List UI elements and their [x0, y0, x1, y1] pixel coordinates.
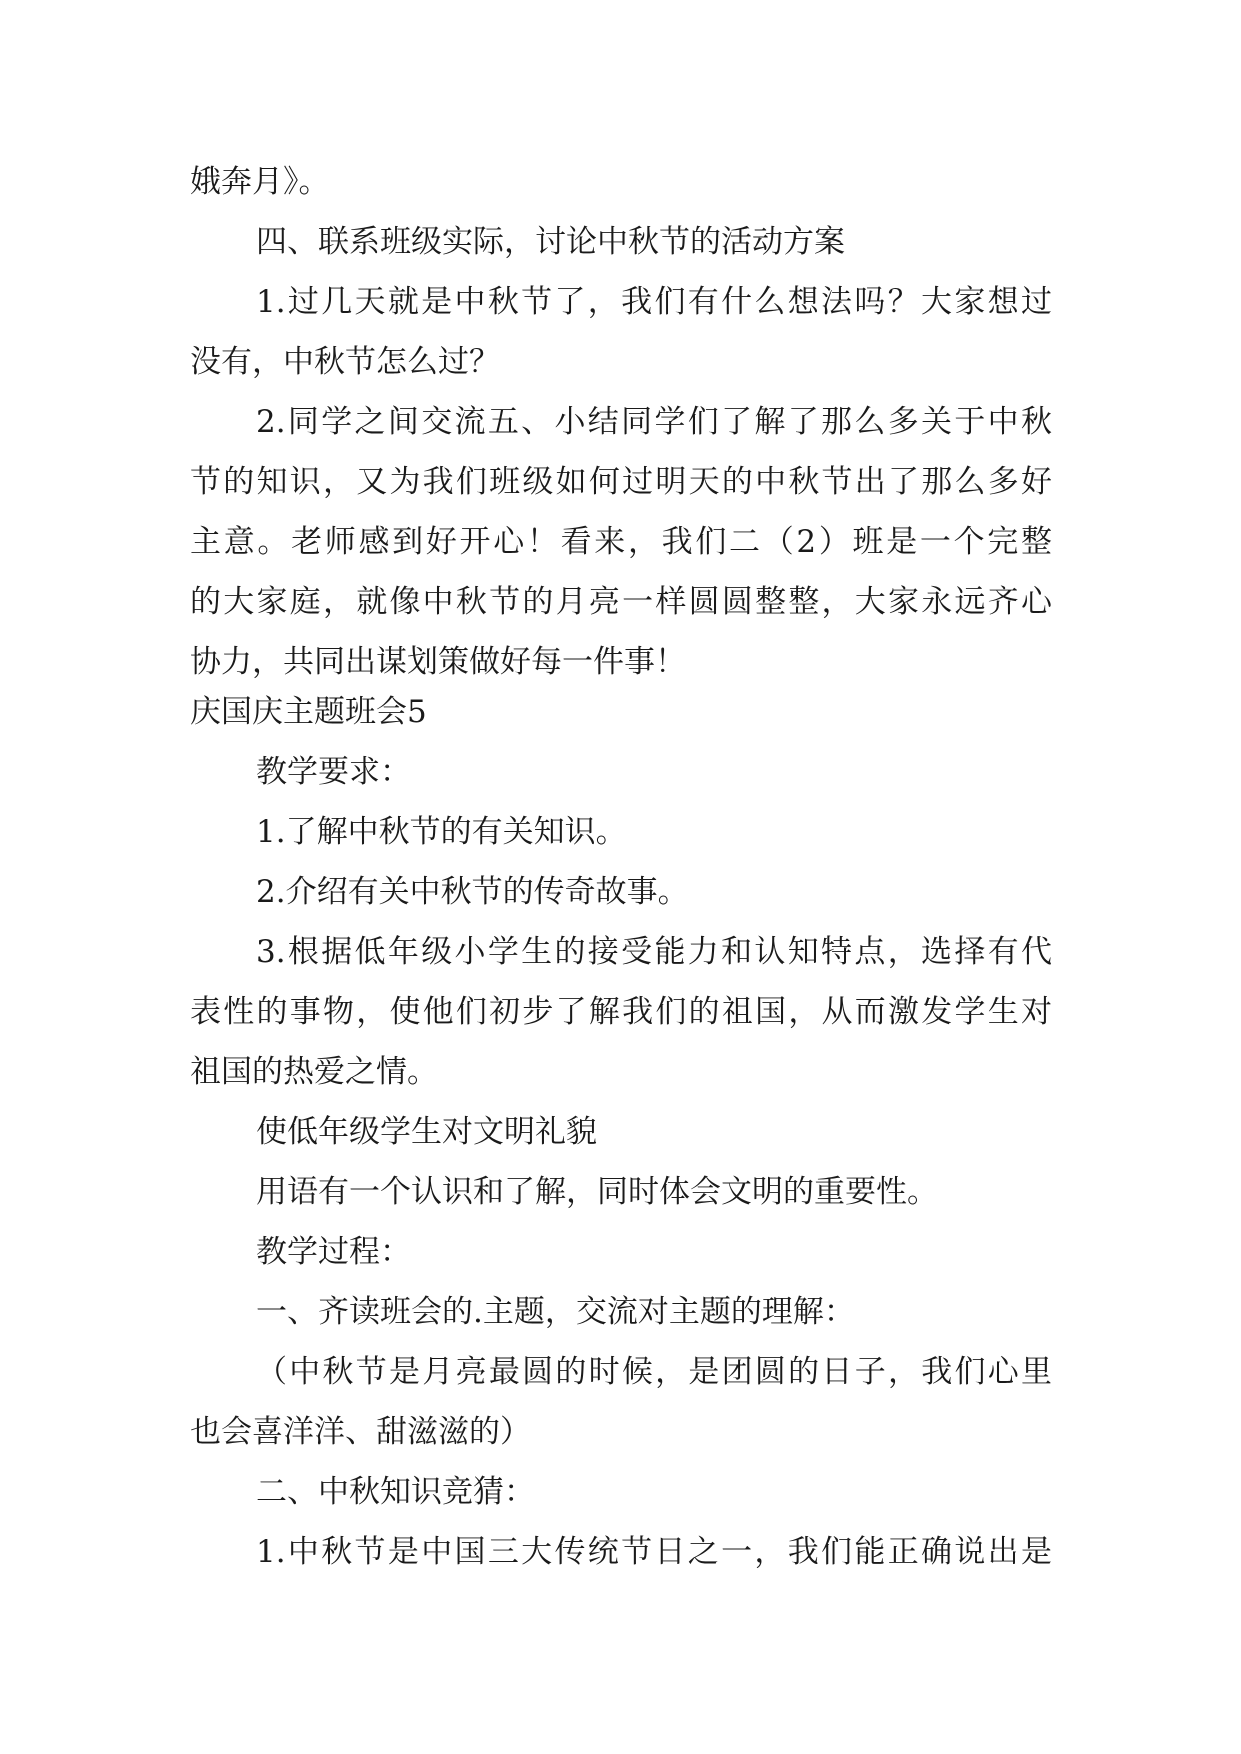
text-line: 协力，共同出谋划策做好每一件事！	[190, 644, 686, 680]
text-line: 1.过几天就是中秋节了，我们有什么想法吗？大家想过	[256, 284, 1052, 320]
text-line: 祖国的热爱之情。	[190, 1054, 438, 1090]
text-line: 二、中秋知识竞猜：	[256, 1474, 535, 1510]
section-heading: 庆国庆主题班会5	[190, 694, 427, 730]
text-line: 1.中秋节是中国三大传统节日之一，我们能正确说出是	[256, 1534, 1052, 1570]
text-line: 用语有一个认识和了解，同时体会文明的重要性。	[256, 1174, 938, 1210]
text-line: 主意。老师感到好开心！看来，我们二（2）班是一个完整	[190, 524, 1052, 560]
text-line: 教学过程：	[256, 1234, 411, 1270]
text-line: 2.介绍有关中秋节的传奇故事。	[256, 874, 689, 910]
text-line: 也会喜洋洋、甜滋滋的）	[190, 1414, 531, 1450]
text-line: 节的知识，又为我们班级如何过明天的中秋节出了那么多好	[190, 464, 1052, 500]
text-line: 使低年级学生对文明礼貌	[256, 1114, 597, 1150]
text-line: 1.了解中秋节的有关知识。	[256, 814, 627, 850]
text-line: 的大家庭，就像中秋节的月亮一样圆圆整整，大家永远齐心	[190, 584, 1052, 620]
text-line: 一、齐读班会的.主题，交流对主题的理解：	[256, 1294, 855, 1330]
text-line: 3.根据低年级小学生的接受能力和认知特点，选择有代	[256, 934, 1052, 970]
text-line: 2.同学之间交流五、小结同学们了解了那么多关于中秋	[256, 404, 1052, 440]
text-line: 教学要求：	[256, 754, 411, 790]
text-line: （中秋节是月亮最圆的时候，是团圆的日子，我们心里	[256, 1354, 1052, 1390]
text-line: 没有，中秋节怎么过？	[190, 344, 500, 380]
text-line: 四、联系班级实际，讨论中秋节的活动方案	[256, 224, 845, 260]
text-line: 表性的事物，使他们初步了解我们的祖国，从而激发学生对	[190, 994, 1052, 1030]
text-line: 娥奔月》。	[190, 164, 330, 200]
